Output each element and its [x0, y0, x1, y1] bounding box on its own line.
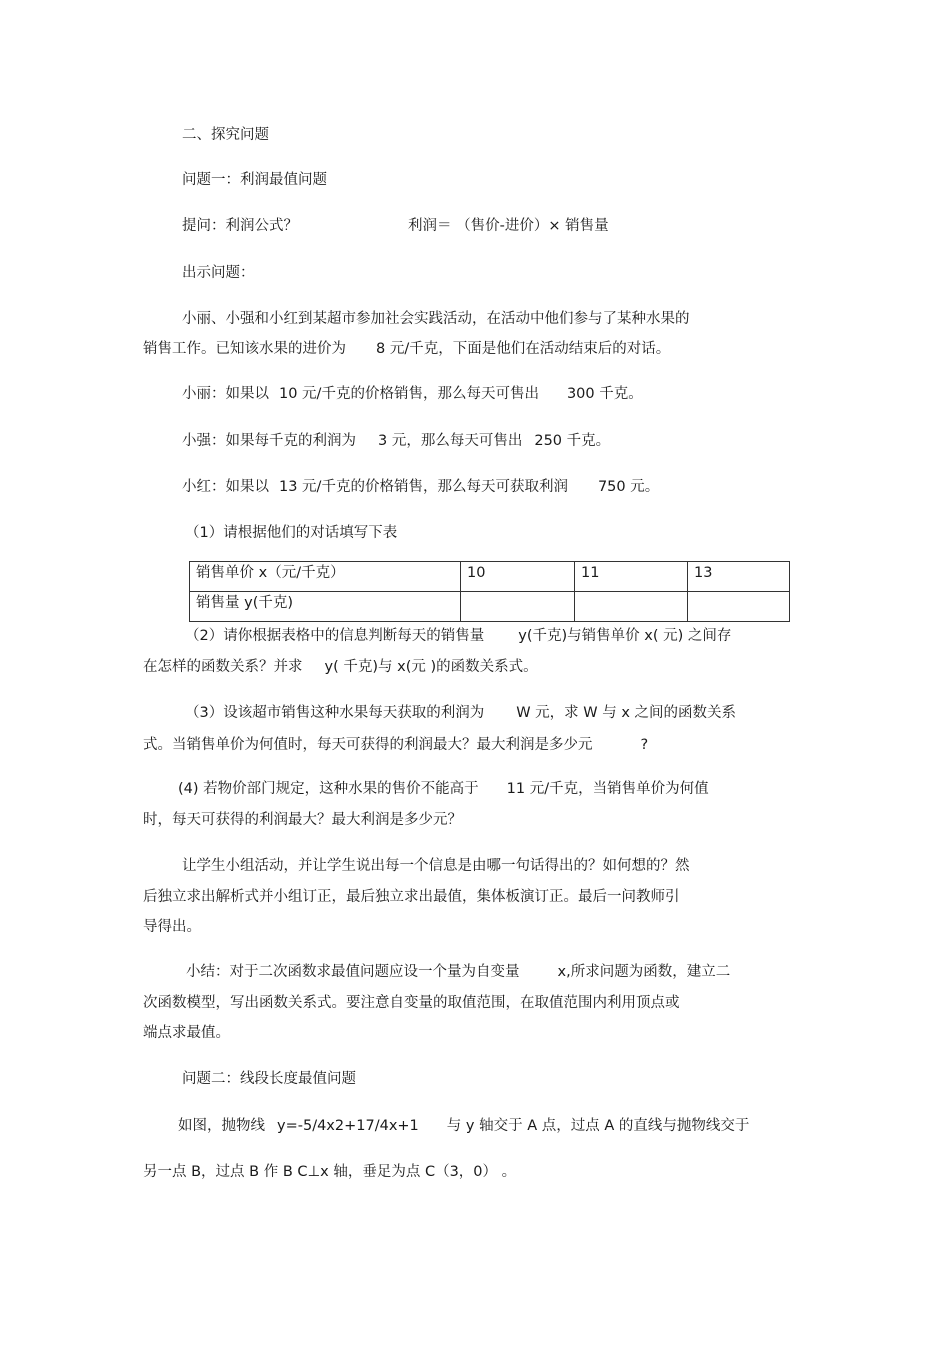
problem1-title: 问题一：利润最值问题: [182, 172, 327, 188]
table-cell: 10: [461, 562, 575, 592]
question-1: （1）请根据他们的对话填写下表: [185, 525, 398, 541]
profit-formula: 利润＝ （售价-进价）× 销售量: [408, 218, 609, 234]
price-sales-table: [189, 561, 790, 622]
problem2-title: 问题二：线段长度最值问题: [182, 1071, 356, 1087]
table-cell: 销售单价 x（元/千克）: [190, 562, 461, 592]
intro-line-1: 小丽、小强和小红到某超市参加社会实践活动，在活动中他们参与了某种水果的: [182, 311, 690, 327]
table-cell: [688, 592, 790, 622]
xiaoli-dialogue: 小丽：如果以 10 元/千克的价格销售，那么每天可售出 300 千克。: [182, 386, 643, 402]
summary-line-3: 端点求最值。: [143, 1025, 230, 1041]
table-row: [190, 592, 790, 622]
xiaohong-dialogue: 小红：如果以 13 元/千克的价格销售，那么每天可获取利润 750 元。: [182, 479, 660, 495]
activity-line-2: 后独立求出解析式并小组订正，最后独立求出最值，集体板演订正。最后一问教师引: [143, 889, 680, 905]
question-3-line-1: （3）设该超市销售这种水果每天获取的利润为 W 元，求 W 与 x 之间的函数关系: [185, 705, 737, 721]
table-cell: 13: [688, 562, 790, 592]
profit-formula-question: [182, 216, 609, 236]
activity-line-3: 导得出。: [143, 919, 201, 935]
activity-line-1: 让学生小组活动，并让学生说出每一个信息是由哪一句话得出的？如何想的？然: [182, 858, 690, 874]
problem2-line-1: 如图，抛物线 y=-5/4x2+17/4x+1 与 y 轴交于 A 点，过点 A 的直线与抛物线交于: [178, 1118, 750, 1134]
xiaoqiang-dialogue: 小强：如果每千克的利润为 3 元，那么每天可售出 250 千克。: [182, 433, 611, 449]
table-row: [190, 562, 790, 592]
question-3-line-2: 式。当销售单价为何值时，每天可获得的利润最大？最大利润是多少元 ?: [143, 737, 649, 753]
table-cell: [461, 592, 575, 622]
summary-line-1: 小结：对于二次函数求最值问题应设一个量为自变量 x,所求问题为函数，建立二: [186, 964, 731, 980]
question-label: 提问：利润公式？: [182, 218, 298, 234]
table-cell: 销售量 y(千克): [190, 592, 461, 622]
table-cell: [575, 592, 688, 622]
question-4-line-2: 时，每天可获得的利润最大？最大利润是多少元？: [143, 812, 462, 828]
intro-line-2: 销售工作。已知该水果的进价为 8 元/千克，下面是他们在活动结束后的对话。: [143, 341, 671, 357]
question-2-line-1: （2）请你根据表格中的信息判断每天的销售量 y(千克)与销售单价 x( 元) 之间存: [185, 628, 732, 644]
question-4-line-1: (4) 若物价部门规定，这种水果的售价不能高于 11 元/千克，当销售单价为何值: [178, 781, 709, 797]
problem2-line-2: 另一点 B，过点 B 作 B C⊥x 轴，垂足为点 C（3，0） 。: [143, 1164, 517, 1180]
question-2-line-2: 在怎样的函数关系？并求 y( 千克)与 x(元 )的函数关系式。: [143, 659, 538, 675]
section-title: 二、探究问题: [182, 127, 269, 143]
show-problem-label: 出示问题：: [182, 265, 255, 281]
table-cell: 11: [575, 562, 688, 592]
summary-line-2: 次函数模型，写出函数关系式。要注意自变量的取值范围，在取值范围内利用顶点或: [143, 995, 680, 1011]
